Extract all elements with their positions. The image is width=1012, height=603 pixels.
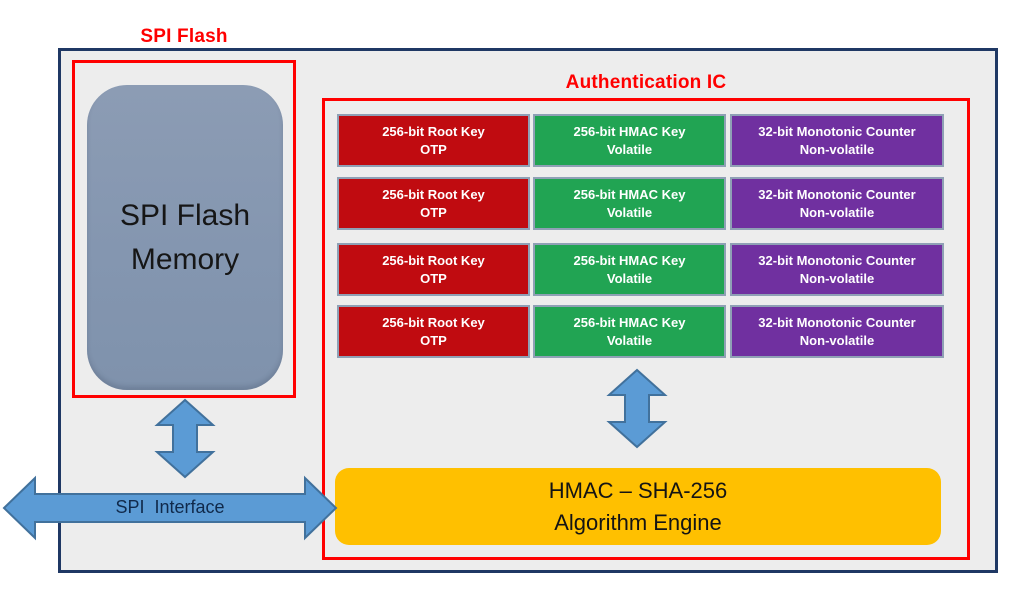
key-slot-row (325, 114, 973, 167)
engine-label-line2: Algorithm Engine (554, 509, 722, 535)
cell-sublabel: Volatile (606, 332, 653, 348)
cell-label: 256-bit Root Key (382, 186, 485, 202)
root-key-cell (337, 114, 530, 167)
monotonic-counter-cell (730, 114, 944, 167)
cell-sublabel: OTP (420, 332, 447, 348)
key-slot-row (325, 243, 973, 296)
cell-label: 32-bit Monotonic Counter (758, 123, 916, 139)
spi-interface-label: SPI Interface (115, 497, 225, 517)
cell-sublabel: Volatile (606, 141, 653, 157)
cell-label: 32-bit Monotonic Counter (758, 314, 916, 330)
spi-flash-section-title: SPI Flash (140, 26, 228, 47)
engine-label-line1: HMAC – SHA-256 (548, 477, 728, 503)
hmac-key-cell (533, 243, 726, 296)
cell-label: 256-bit Root Key (382, 123, 485, 139)
cell-sublabel: Non-volatile (799, 332, 875, 348)
cell-sublabel: Volatile (606, 204, 653, 220)
monotonic-counter-cell (730, 305, 944, 358)
root-key-cell (337, 243, 530, 296)
key-slot-row (325, 177, 973, 230)
cell-sublabel: Non-volatile (799, 141, 875, 157)
cell-sublabel: Volatile (606, 270, 653, 286)
cell-sublabel: Non-volatile (799, 270, 875, 286)
cell-sublabel: OTP (420, 270, 447, 286)
hmac-key-cell (533, 305, 726, 358)
spi-flash-memory-label-line1: SPI Flash (119, 198, 251, 232)
cell-label: 32-bit Monotonic Counter (758, 252, 916, 268)
key-slot-row (325, 305, 973, 358)
cell-label: 256-bit HMAC Key (573, 252, 686, 268)
spi-flash-memory-block (87, 85, 283, 390)
bidirectional-arrow-flash-to-interface-icon (154, 398, 216, 479)
hmac-key-cell (533, 177, 726, 230)
cell-label: 256-bit HMAC Key (573, 314, 686, 330)
root-key-cell (337, 305, 530, 358)
cell-label: 256-bit Root Key (382, 252, 485, 268)
cell-label: 256-bit HMAC Key (573, 186, 686, 202)
monotonic-counter-cell (730, 243, 944, 296)
root-key-cell (337, 177, 530, 230)
bidirectional-arrow-keys-to-engine-icon (606, 368, 668, 449)
cell-label: 32-bit Monotonic Counter (758, 186, 916, 202)
hmac-key-cell (533, 114, 726, 167)
cell-sublabel: OTP (420, 141, 447, 157)
hmac-sha256-engine-block (335, 468, 941, 545)
cell-sublabel: OTP (420, 204, 447, 220)
authentication-ic-section-title: Authentication IC (565, 72, 727, 93)
cell-sublabel: Non-volatile (799, 204, 875, 220)
cell-label: 256-bit HMAC Key (573, 123, 686, 139)
monotonic-counter-cell (730, 177, 944, 230)
cell-label: 256-bit Root Key (382, 314, 485, 330)
spi-flash-memory-label-line2: Memory (130, 242, 240, 276)
